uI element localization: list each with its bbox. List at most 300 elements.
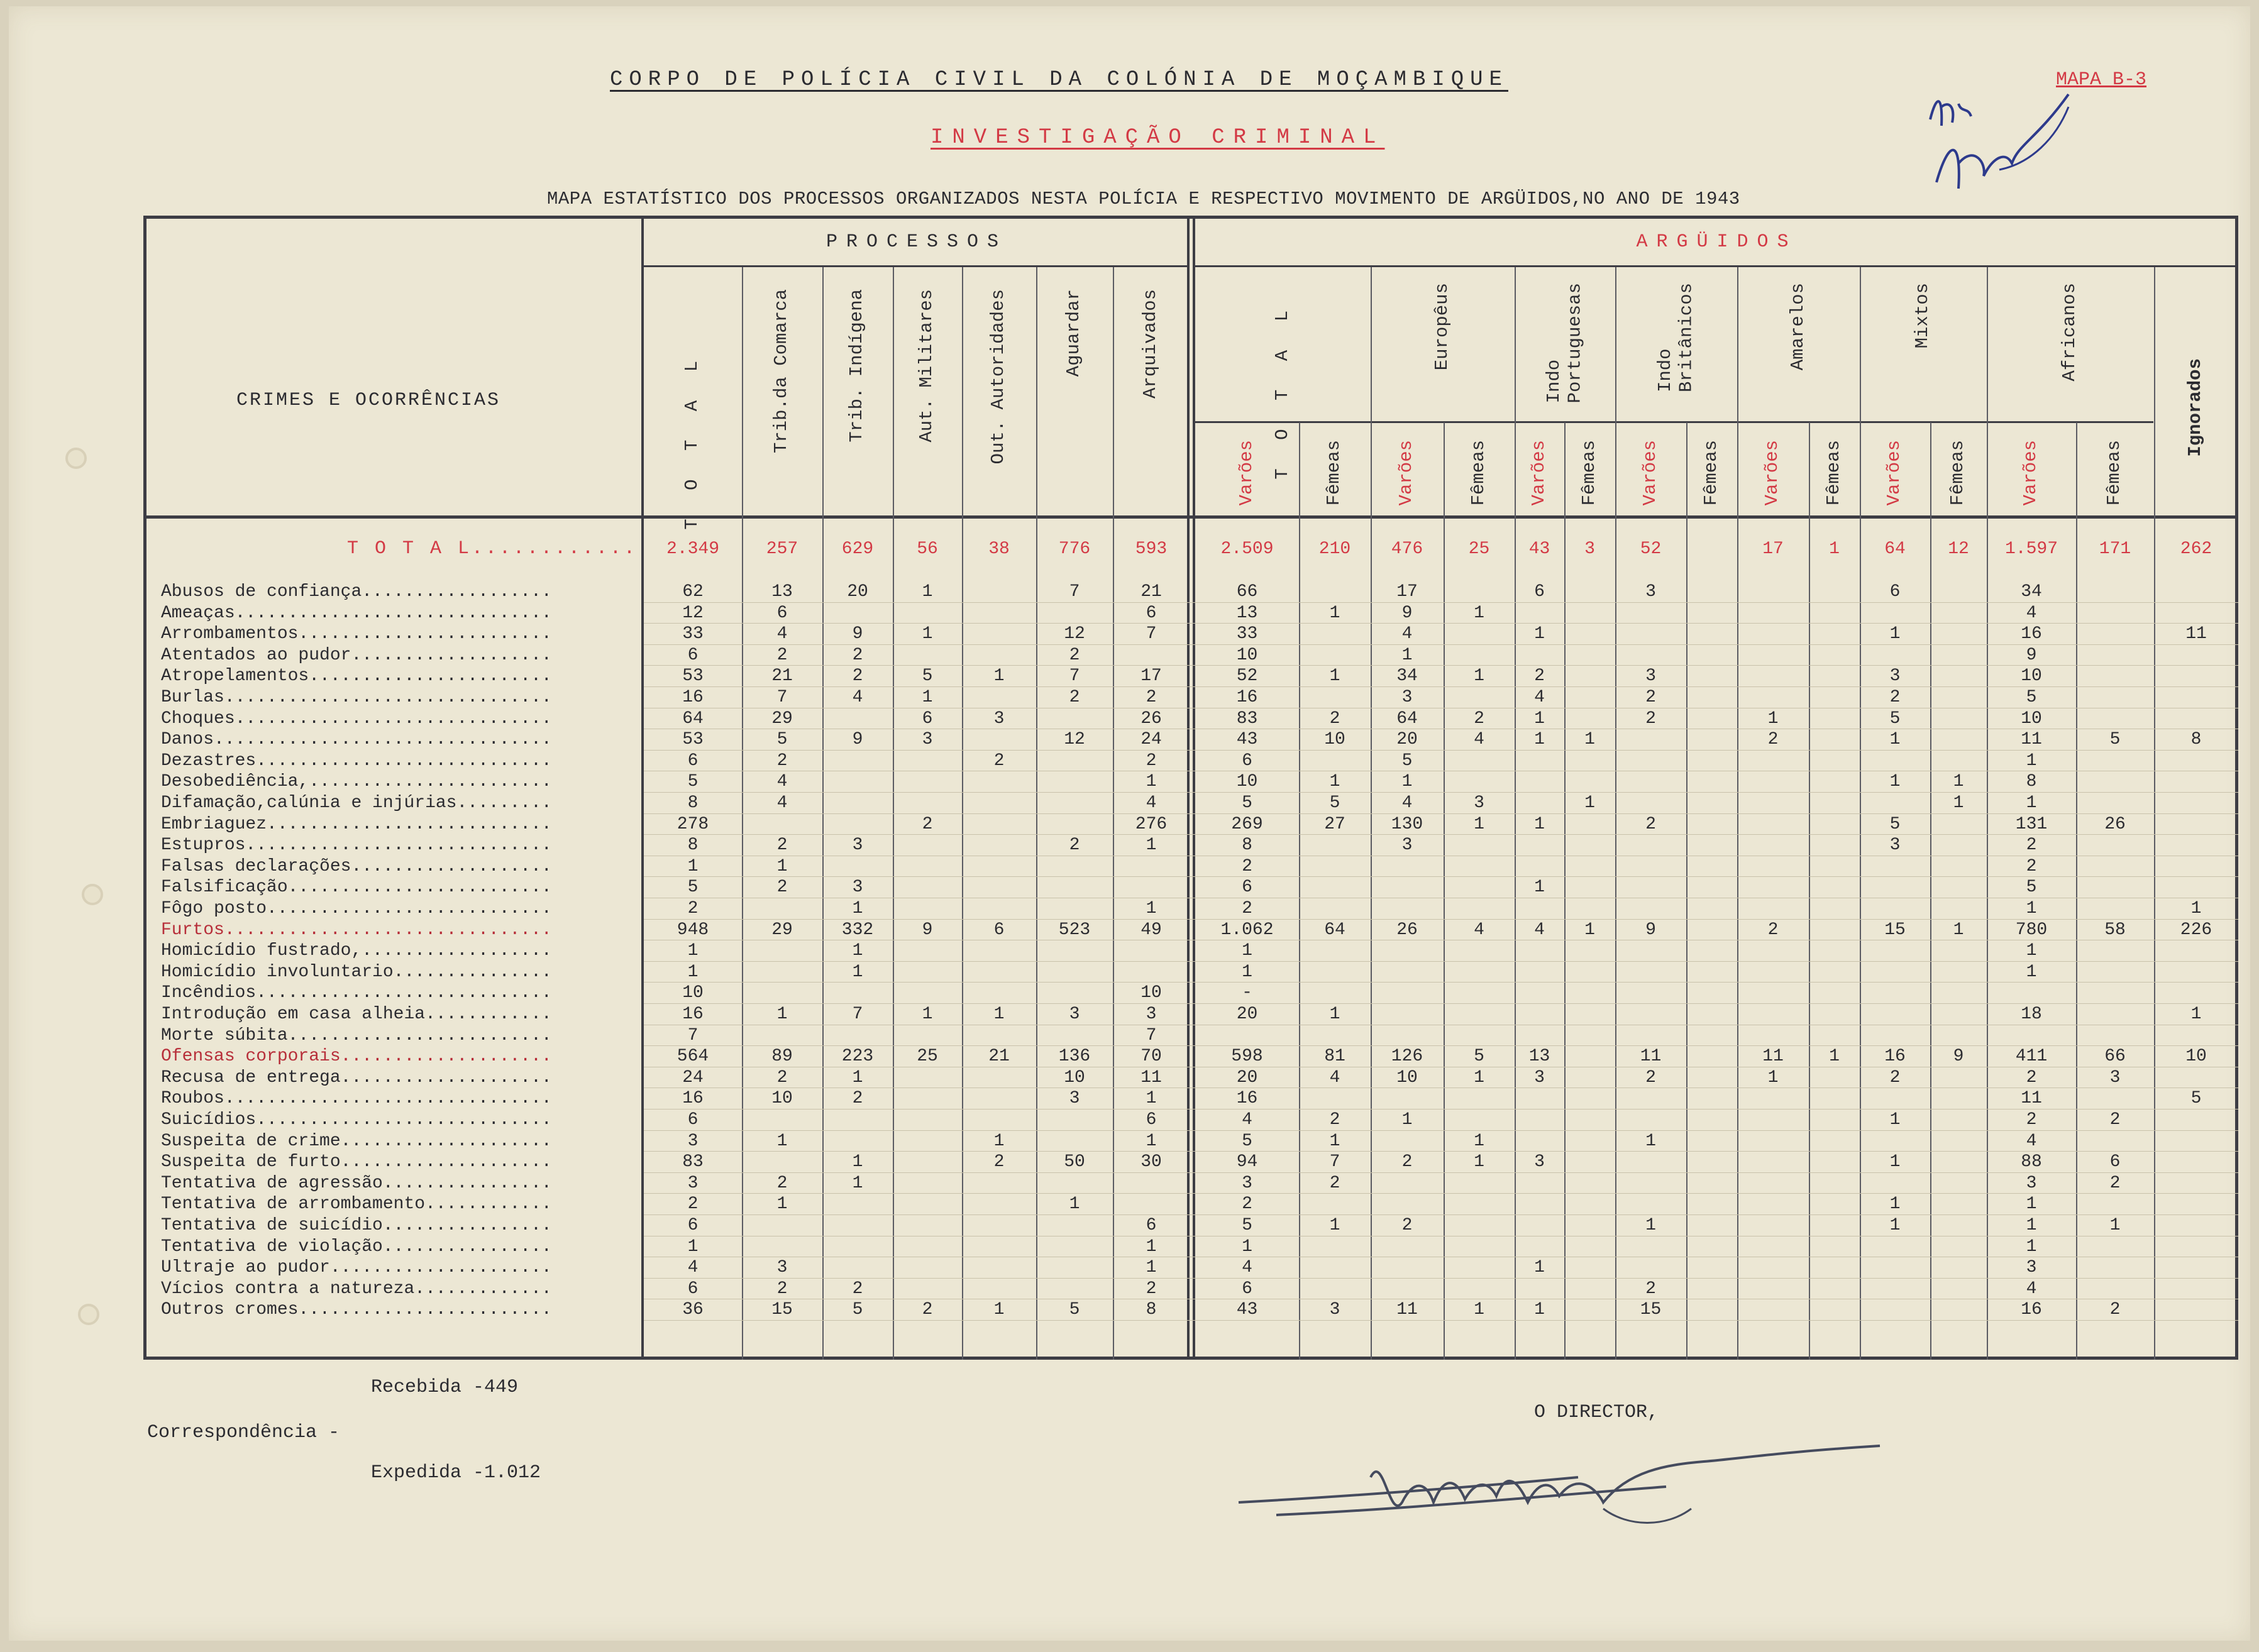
table-cell: 1 [1401, 772, 1413, 792]
male-column-header: Varões [2020, 440, 2041, 506]
table-cell: 2 [1645, 814, 1656, 834]
total-cell: 1 [1829, 539, 1840, 559]
table-cell: 226 [2180, 920, 2212, 940]
table-cell: 2 [2026, 856, 2037, 876]
arguidos-group-header: Amarelos [1787, 283, 1808, 371]
table-cell: 2 [993, 1152, 1005, 1172]
table-cell: 3 [2026, 1173, 2037, 1193]
row-rule [644, 750, 2238, 751]
table-cell: 2 [776, 751, 788, 771]
total-cell: 210 [1318, 539, 1351, 559]
table-cell: 7 [1069, 666, 1080, 686]
total-cell: 2.349 [666, 539, 719, 559]
table-cell: 2 [687, 899, 699, 918]
processos-title: PROCESSOS [826, 231, 1008, 253]
row-rule [644, 1151, 2238, 1152]
table-cell: 34 [1396, 666, 1418, 686]
table-cell: 34 [2021, 582, 2042, 602]
table-cell: 11 [2021, 730, 2042, 750]
table-cell: 25 [917, 1047, 938, 1067]
table-cell: 8 [2026, 772, 2037, 792]
table-cell: 6 [687, 1216, 699, 1235]
table-cell: 3 [1889, 835, 1901, 856]
table-cell: 4 [776, 624, 788, 644]
table-cell: 9 [1645, 920, 1656, 940]
table-cell: 1 [852, 899, 863, 918]
table-cell: 1 [1889, 1194, 1901, 1214]
table-cell: 12 [1064, 730, 1085, 750]
table-cell: 4 [1146, 793, 1157, 813]
crime-label: Introdução em casa alheia............ [161, 1005, 552, 1024]
table-cell: 1 [2109, 1216, 2121, 1235]
table-cell: 411 [2015, 1047, 2048, 1067]
crime-label: Suicídios............................ [161, 1110, 552, 1130]
total-cell: 17 [1762, 539, 1784, 559]
crime-label: Falsificação......................... [161, 878, 552, 898]
table-cell: 53 [682, 730, 704, 750]
table-cell: 6 [1534, 582, 1545, 602]
table-cell: 2 [1069, 688, 1080, 707]
table-cell: 276 [1135, 814, 1168, 834]
table-cell: 15 [1640, 1300, 1662, 1320]
arguidos-group-header: Europêus [1431, 283, 1452, 371]
crime-label: Atropelamentos....................... [161, 666, 552, 686]
table-cell: 5 [1242, 1216, 1252, 1235]
table-cell: 4 [1474, 730, 1484, 750]
table-cell: 3 [1645, 582, 1656, 602]
table-cell: 2 [1242, 856, 1252, 876]
total-cell: 593 [1135, 539, 1168, 559]
table-cell: 6 [687, 1110, 699, 1130]
table-cell: 1 [2026, 793, 2037, 813]
table-cell: 52 [1236, 666, 1258, 686]
crime-label: Embriaguez........................... [161, 814, 552, 834]
arguidos-group-header: Indo Portuguesas [1544, 283, 1586, 404]
table-cell: 3 [687, 1173, 699, 1193]
table-cell: 5 [1242, 1131, 1252, 1151]
table-cell: 2 [1146, 751, 1157, 771]
table-cell: 62 [682, 582, 704, 602]
table-cell: 7 [1146, 1025, 1157, 1045]
table-cell: 4 [1534, 920, 1545, 940]
table-cell: 1 [1953, 793, 1964, 813]
table-cell: 6 [1242, 751, 1252, 771]
table-cell: 1 [2026, 899, 2037, 918]
table-cell: 4 [852, 688, 863, 707]
crime-label: Fôgo posto........................... [161, 899, 552, 918]
table-cell: 2 [1645, 688, 1656, 707]
row-rule [644, 1193, 2238, 1194]
table-cell: 5 [1474, 1047, 1484, 1067]
table-cell: 9 [2026, 645, 2037, 665]
table-cell: 4 [1534, 688, 1545, 707]
table-cell: 43 [1236, 1300, 1258, 1320]
table-cell: 2 [2109, 1173, 2121, 1193]
table-cell: 89 [771, 1047, 793, 1067]
section-title: INVESTIGAÇÃO CRIMINAL [931, 126, 1385, 150]
crime-label: Tentativa de suicídio................ [161, 1216, 552, 1235]
table-cell: 3 [1146, 1005, 1157, 1024]
table-cell: 64 [1396, 708, 1418, 729]
table-cell: 29 [771, 920, 793, 940]
total-cell: 1.597 [2004, 539, 2058, 559]
table-cell: 1 [1534, 878, 1545, 898]
table-cell: 20 [847, 582, 868, 602]
table-cell: 1 [1474, 1152, 1484, 1172]
table-cell: 13 [771, 582, 793, 602]
table-cell: 2 [776, 835, 788, 856]
table-cell: 18 [2021, 1005, 2042, 1024]
table-cell: 1 [1534, 624, 1545, 644]
table-cell: 12 [682, 603, 704, 623]
table-cell: 36 [682, 1300, 704, 1320]
table-cell: 1 [1953, 920, 1964, 940]
table-cell: 21 [988, 1047, 1010, 1067]
arguidos-group-header: Indo Britânicos [1655, 283, 1697, 393]
table-cell: 5 [776, 730, 788, 750]
table-cell: 3 [852, 835, 863, 856]
row-rule [644, 1003, 2238, 1004]
table-cell: 16 [1236, 1089, 1258, 1109]
table-cell: 5 [1069, 1300, 1080, 1320]
crime-label: Choques.............................. [161, 708, 552, 729]
table-cell: 1 [1474, 1131, 1484, 1151]
table-cell: 1 [1534, 708, 1545, 729]
table-cell: 1 [852, 962, 863, 982]
table-cell: 1 [1889, 1216, 1901, 1235]
table-cell: 11 [2021, 1089, 2042, 1109]
row-rule [644, 792, 2238, 793]
row-rule [644, 602, 2238, 603]
crime-label: Tentativa de agressão................ [161, 1173, 552, 1193]
crime-label: Dezastres............................ [161, 751, 552, 771]
table-cell: 3 [1889, 666, 1901, 686]
table-cell: 11 [2185, 624, 2207, 644]
row-rule [644, 1320, 2238, 1321]
table-cell: 21 [771, 666, 793, 686]
processos-column-header: Aut. Militares [916, 289, 937, 443]
table-cell: 2 [1146, 1279, 1157, 1299]
total-cell: 2.509 [1220, 539, 1274, 559]
row-rule [644, 1109, 2238, 1110]
total-cell: 262 [2180, 539, 2212, 559]
table-cell: 3 [1474, 793, 1484, 813]
table-cell: 10 [1236, 645, 1258, 665]
table-cell: 7 [1329, 1152, 1340, 1172]
table-cell: 11 [1396, 1300, 1418, 1320]
male-column-header: Varões [1884, 440, 1904, 506]
table-cell: 1 [2026, 1194, 2037, 1214]
table-cell: 136 [1058, 1047, 1091, 1067]
table-cell: 10 [1141, 983, 1162, 1003]
table-cell: 1 [2026, 962, 2037, 982]
expedida-note: Expedida -1.012 [371, 1462, 541, 1484]
table-cell: 3 [687, 1131, 699, 1151]
table-cell: 1 [1474, 666, 1484, 686]
table-cell: 30 [1141, 1152, 1162, 1172]
crime-label: Suspeita de crime.................... [161, 1131, 552, 1151]
row-rule [644, 623, 2238, 624]
table-cell: 5 [2026, 878, 2037, 898]
initials-signature [1924, 69, 2075, 207]
table-cell: 1 [2026, 1236, 2037, 1257]
table-cell: 1 [993, 1300, 1005, 1320]
female-column-header: Fêmeas [1578, 440, 1599, 506]
table-cell: 4 [2026, 1279, 2037, 1299]
crime-label: Tentativa de violação................ [161, 1236, 552, 1257]
table-cell: 1 [1401, 1110, 1413, 1130]
table-cell: 2 [1767, 920, 1779, 940]
processos-column-header: Arquivados [1140, 289, 1161, 399]
table-cell: 1 [993, 1131, 1005, 1151]
table-cell: 16 [1884, 1047, 1906, 1067]
table-cell: 2 [2026, 835, 2037, 856]
table-cell: 1 [1329, 603, 1340, 623]
table-cell: 1 [1767, 1067, 1779, 1088]
table-cell: 26 [1396, 920, 1418, 940]
table-cell: 5 [852, 1300, 863, 1320]
table-cell: 6 [922, 708, 933, 729]
table-cell: 83 [682, 1152, 704, 1172]
table-cell: - [1242, 983, 1252, 1003]
crime-label: Vícios contra a natureza............. [161, 1279, 552, 1299]
table-cell: 10 [1236, 772, 1258, 792]
table-cell: 5 [2190, 1089, 2202, 1109]
crime-label: Danos................................ [161, 730, 552, 750]
table-cell: 1 [687, 941, 699, 961]
table-cell: 9 [1401, 603, 1413, 623]
table-cell: 8 [2190, 730, 2202, 750]
table-cell: 5 [1401, 751, 1413, 771]
table-cell: 16 [2021, 624, 2042, 644]
table-cell: 131 [2015, 814, 2048, 834]
table-cell: 2 [922, 1300, 933, 1320]
table-cell: 1 [1242, 1236, 1252, 1257]
table-cell: 5 [2026, 688, 2037, 707]
table-cell: 7 [687, 1025, 699, 1045]
female-column-header: Fêmeas [1700, 440, 1721, 506]
table-cell: 4 [776, 772, 788, 792]
processos-column-header: T O T A L [682, 352, 702, 530]
row-rule [644, 813, 2238, 814]
table-cell: 2 [1401, 1152, 1413, 1172]
female-column-header: Fêmeas [1947, 440, 1968, 506]
table-cell: 6 [993, 920, 1005, 940]
table-cell: 2 [1242, 1194, 1252, 1214]
table-cell: 8 [1242, 835, 1252, 856]
document-subtitle: MAPA ESTATÍSTICO DOS PROCESSOS ORGANIZADOS NESTA POLÍCIA E RESPECTIVO MOVIMENTO DE ARGÜIDOS,NO ANO DE 1943 [547, 189, 1740, 209]
table-cell: 3 [922, 730, 933, 750]
arguidos-group-header: Mixtos [1912, 283, 1933, 349]
table-cell: 6 [776, 603, 788, 623]
table-cell: 1 [2026, 751, 2037, 771]
table-cell: 1 [687, 856, 699, 876]
row-rule [644, 919, 2238, 920]
table-cell: 1 [852, 1173, 863, 1193]
table-cell: 3 [1401, 688, 1413, 707]
table-cell: 2 [776, 645, 788, 665]
table-cell: 3 [1401, 835, 1413, 856]
total-cell: 56 [917, 539, 938, 559]
table-cell: 2 [1069, 835, 1080, 856]
table-cell: 10 [682, 983, 704, 1003]
table-cell: 2 [1242, 899, 1252, 918]
table-cell: 88 [2021, 1152, 2042, 1172]
table-cell: 6 [1146, 1110, 1157, 1130]
table-cell: 1 [1953, 772, 1964, 792]
table-cell: 1 [1889, 730, 1901, 750]
male-column-header: Varões [1528, 440, 1549, 506]
table-cell: 1 [922, 688, 933, 707]
punch-hole [82, 884, 103, 905]
row-rule [644, 1130, 2238, 1131]
table-cell: 1 [1329, 1005, 1340, 1024]
row-rule [644, 1278, 2238, 1279]
table-cell: 2 [852, 645, 863, 665]
table-cell: 3 [1069, 1005, 1080, 1024]
table-cell: 12 [1064, 624, 1085, 644]
table-cell: 9 [922, 920, 933, 940]
table-cell: 49 [1141, 920, 1162, 940]
total-cell: 25 [1468, 539, 1490, 559]
total-cell: 171 [2099, 539, 2131, 559]
table-cell: 1 [1474, 1300, 1484, 1320]
row-rule [644, 686, 2238, 687]
table-cell: 2 [1329, 1110, 1340, 1130]
table-cell: 2 [776, 1279, 788, 1299]
table-cell: 1 [1767, 708, 1779, 729]
crime-label: Roubos............................... [161, 1089, 552, 1109]
table-cell: 1 [1534, 730, 1545, 750]
table-cell: 2 [2109, 1300, 2121, 1320]
table-cell: 2 [1329, 1173, 1340, 1193]
table-cell: 1 [1146, 1258, 1157, 1278]
table-cell: 2 [776, 878, 788, 898]
table-cell: 81 [1324, 1047, 1345, 1067]
table-cell: 3 [1329, 1300, 1340, 1320]
male-column-header: Varões [1396, 440, 1417, 506]
crime-label: Outros cromes........................ [161, 1300, 552, 1320]
crimes-header: CRIMES E OCORRÊNCIAS [236, 390, 501, 411]
table-cell: 2 [1329, 708, 1340, 729]
table-cell: 2 [852, 1279, 863, 1299]
crime-label: Desobediência,....................... [161, 772, 552, 792]
table-cell: 66 [2104, 1047, 2126, 1067]
table-cell: 2 [1474, 708, 1484, 729]
crime-label: Homicídio involuntario............... [161, 962, 552, 982]
arguidos-title: ARGÜIDOS [1636, 231, 1798, 253]
table-cell: 6 [687, 751, 699, 771]
column-rule [1930, 422, 1931, 1360]
table-cell: 26 [2104, 814, 2126, 834]
table-cell: 2 [922, 814, 933, 834]
table-cell: 3 [1534, 1067, 1545, 1088]
crime-label: Ofensas corporais.................... [161, 1047, 552, 1067]
table-cell: 1 [1146, 1236, 1157, 1257]
table-cell: 1 [1829, 1047, 1840, 1067]
table-cell: 1 [1329, 772, 1340, 792]
table-cell: 1 [922, 624, 933, 644]
table-cell: 10 [1324, 730, 1345, 750]
table-cell: 11 [1141, 1067, 1162, 1088]
table-cell: 1 [1645, 1216, 1656, 1235]
table-cell: 33 [1236, 624, 1258, 644]
table-cell: 5 [1889, 708, 1901, 729]
table-cell: 1 [776, 1005, 788, 1024]
table-cell: 1 [1889, 1152, 1901, 1172]
total-cell: 38 [988, 539, 1010, 559]
total-cell: 12 [1948, 539, 1969, 559]
table-cell: 2 [1401, 1216, 1413, 1235]
table-cell: 7 [852, 1005, 863, 1024]
table-cell: 4 [1242, 1110, 1252, 1130]
header-bottom-rule [143, 515, 2238, 519]
male-column-header: Varões [1639, 440, 1660, 506]
table-cell: 6 [687, 1279, 699, 1299]
table-cell: 43 [1236, 730, 1258, 750]
table-cell: 8 [687, 793, 699, 813]
crime-label: Difamação,calúnia e injúrias......... [161, 793, 552, 813]
table-cell: 17 [1141, 666, 1162, 686]
table-cell: 1 [2190, 899, 2202, 918]
table-cell: 3 [1645, 666, 1656, 686]
table-cell: 16 [2021, 1300, 2042, 1320]
table-cell: 1 [1242, 941, 1252, 961]
table-cell: 523 [1058, 920, 1091, 940]
table-cell: 1 [1474, 603, 1484, 623]
table-cell: 1 [1146, 1131, 1157, 1151]
punch-hole [78, 1304, 99, 1325]
table-cell: 8 [1146, 1300, 1157, 1320]
table-cell: 4 [687, 1258, 699, 1278]
table-cell: 3 [993, 708, 1005, 729]
row-rule [644, 1045, 2238, 1046]
table-cell: 11 [1762, 1047, 1784, 1067]
table-cell: 4 [1329, 1067, 1340, 1088]
table-cell: 2 [852, 1089, 863, 1109]
table-cell: 15 [771, 1300, 793, 1320]
table-cell: 126 [1391, 1047, 1423, 1067]
table-cell: 2 [2109, 1110, 2121, 1130]
table-cell: 7 [776, 688, 788, 707]
table-cell: 5 [922, 666, 933, 686]
recebida-note: Recebida -449 [371, 1377, 519, 1398]
table-cell: 1 [776, 1194, 788, 1214]
table-cell: 598 [1231, 1047, 1263, 1067]
crime-label: Ultraje ao pudor..................... [161, 1258, 552, 1278]
table-cell: 1 [993, 666, 1005, 686]
table-cell: 7 [1146, 624, 1157, 644]
total-cell: 52 [1640, 539, 1662, 559]
map-code: MAPA B-3 [2056, 69, 2147, 91]
arguidos-group-header: T O T A L [1271, 302, 1293, 480]
table-cell: 1 [1329, 666, 1340, 686]
table-cell: 17 [1396, 582, 1418, 602]
table-cell: 1 [1534, 1300, 1545, 1320]
table-cell: 1 [1534, 814, 1545, 834]
table-cell: 13 [1236, 603, 1258, 623]
table-cell: 83 [1236, 708, 1258, 729]
table-cell: 1 [2026, 941, 2037, 961]
table-cell: 269 [1231, 814, 1263, 834]
crime-label: Arrombamentos........................ [161, 624, 552, 644]
table-cell: 10 [1396, 1067, 1418, 1088]
table-cell: 6 [1889, 582, 1901, 602]
director-signature [1226, 1427, 1905, 1534]
table-cell: 9 [852, 624, 863, 644]
table-cell: 2 [993, 751, 1005, 771]
table-cell: 24 [682, 1067, 704, 1088]
